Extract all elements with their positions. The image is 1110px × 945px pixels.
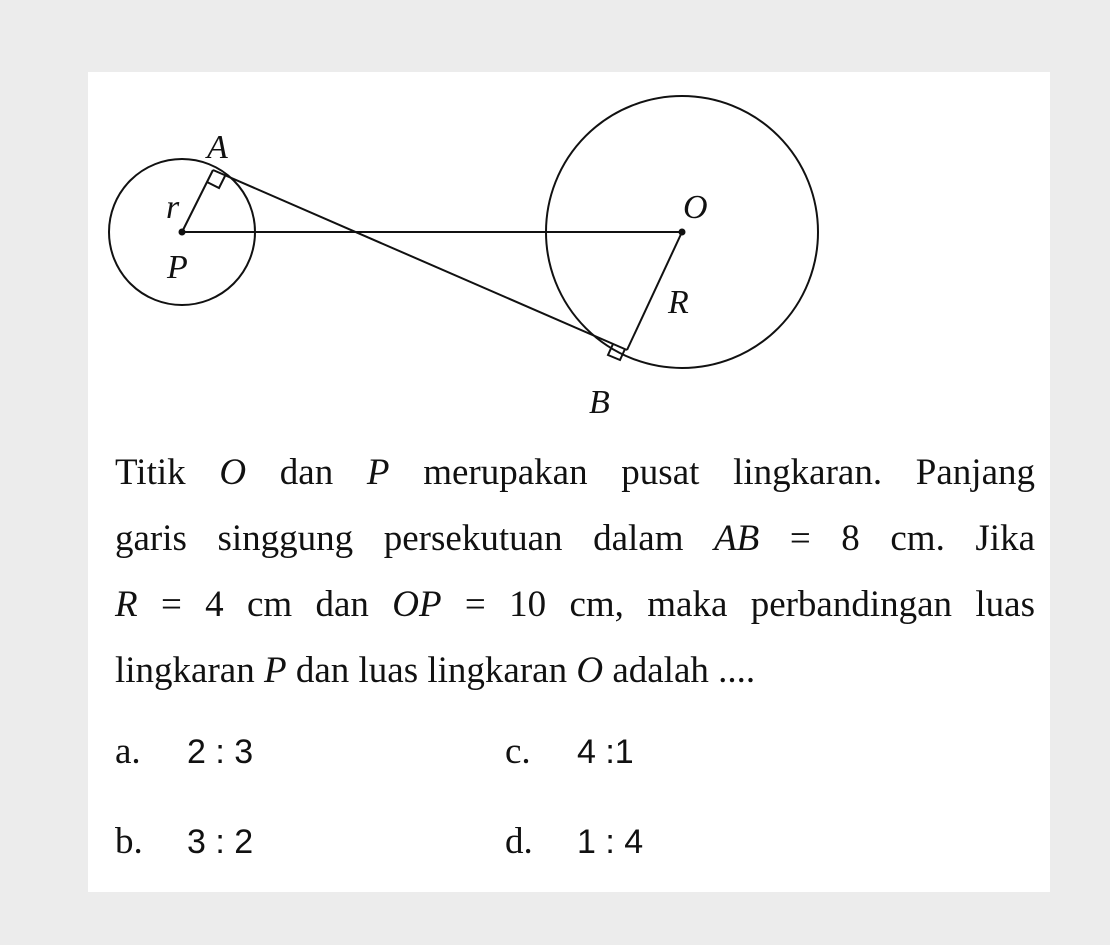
option-c-value: 4 :1: [577, 733, 634, 771]
label-r-large: R: [668, 284, 689, 321]
tangent-circles-diagram: [0, 0, 1110, 430]
question-text: [115, 440, 1035, 704]
option-c-letter: c.: [505, 731, 531, 772]
option-b-value: 3 : 2: [187, 823, 254, 861]
label-a: A: [207, 129, 228, 166]
center-dot-p: [179, 229, 186, 236]
question-line-2: garis singgung persekutuan dalam AB = 8 cm. Jika: [115, 518, 1035, 559]
option-a-letter: a.: [115, 731, 141, 772]
option-c[interactable]: [505, 730, 634, 773]
option-d[interactable]: [505, 820, 643, 863]
question-line-4: lingkaran P dan luas lingkaran O adalah ....: [115, 650, 756, 691]
option-b-letter: b.: [115, 821, 143, 862]
option-a-value: 2 : 3: [187, 733, 254, 771]
question-line-1: Titik O dan P merupakan pusat lingkaran. Panjang: [115, 452, 1035, 493]
center-dot-o: [679, 229, 686, 236]
label-o: O: [683, 189, 708, 226]
label-p: P: [167, 249, 188, 286]
tangent-ab: [213, 170, 627, 350]
option-b[interactable]: [115, 820, 253, 863]
question-line-3: R = 4 cm dan OP = 10 cm, maka perbandingan luas: [115, 584, 1035, 625]
radius-r: [182, 170, 213, 232]
option-d-letter: d.: [505, 821, 533, 862]
label-r-small: r: [166, 189, 180, 226]
option-d-value: 1 : 4: [577, 823, 644, 861]
label-b: B: [589, 384, 610, 421]
option-a[interactable]: [115, 730, 253, 773]
